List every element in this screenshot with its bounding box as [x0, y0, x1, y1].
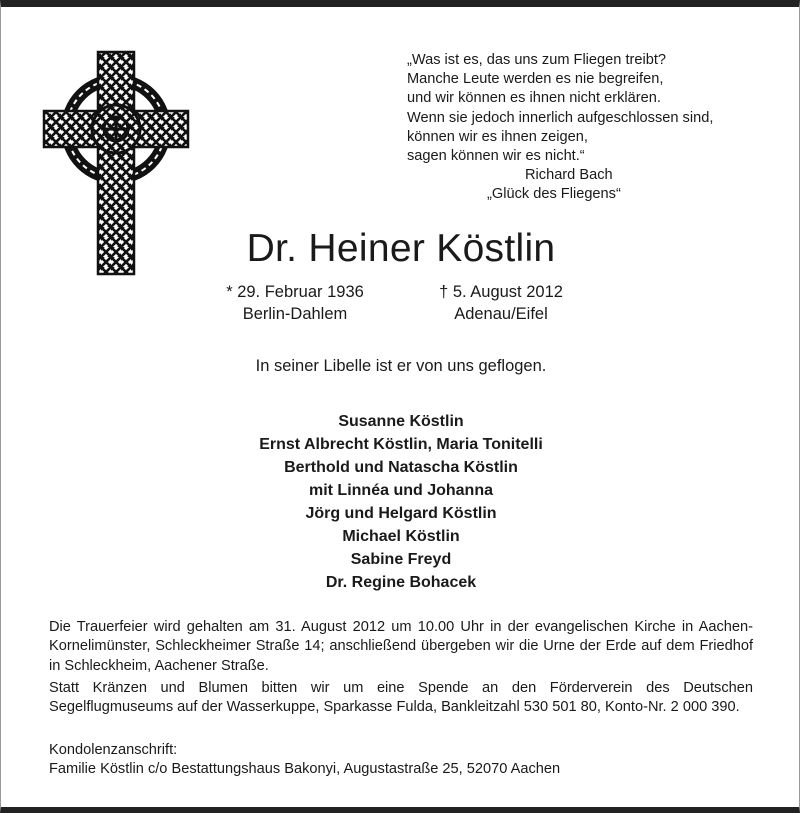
condolence-label: Kondolenzanschrift: [49, 742, 178, 758]
mourner-name: Dr. Regine Bohacek [325, 574, 477, 591]
mourner-name: Berthold und Natascha Köstlin [284, 459, 518, 476]
donation-request: Statt Kränzen und Blumen bitten wir um eine Spende an den Förderverein des Deutschen Segelflugmuseums auf der Wasserkuppe, Sparkasse Fulda, Bankleitzahl 530 501 80, Konto-Nr. 2 000 390. [49, 680, 753, 716]
mourner-name: Sabine Freyd [350, 551, 452, 568]
quote-line: Wenn sie jedoch innerlich aufgeschlossen sind, [407, 109, 714, 126]
quote-line: Manche Leute werden es nie begreifen, [407, 71, 664, 88]
birth-place: Berlin-Dahlem [242, 305, 348, 323]
condolence-address [49, 741, 753, 780]
mourners-list [1, 410, 800, 594]
quote-line: und wir können es ihnen nicht erklären. [407, 90, 661, 107]
death-date: † 5. August 2012 [439, 283, 563, 301]
quote-line: sagen können wir es nicht.“ [407, 148, 585, 165]
quote-source: „Glück des Fliegens“ [487, 186, 621, 203]
memorial-line: In seiner Libelle ist er von uns geflogen. [255, 357, 547, 375]
mourner-name: Susanne Köstlin [338, 413, 464, 430]
mourner-name: mit Linnéa und Johanna [308, 482, 493, 499]
birth-date: * 29. Februar 1936 [226, 283, 364, 301]
quote-line: können wir es ihnen zeigen, [407, 128, 588, 145]
mourner-name: Michael Köstlin [342, 528, 460, 545]
mourner-name: Ernst Albrecht Köstlin, Maria Tonitelli [259, 436, 543, 453]
quote-block [407, 51, 777, 205]
death-info [391, 281, 611, 325]
quote-author: Richard Bach [525, 167, 613, 184]
quote-line: „Was ist es, das uns zum Fliegen treibt? [407, 52, 667, 68]
condolence-address-text: Familie Köstlin c/o Bestattungshaus Bakonyi, Augustastraße 25, 52070 Aachen [49, 761, 561, 778]
birth-info [185, 281, 405, 325]
funeral-details: Die Trauerfeier wird gehalten am 31. August 2012 um 10.00 Uhr in der evangelischen Kirche in Aachen-Kornelimünster, Schleckheimer Straße 14; anschließend übergeben wir die Urne der Erde auf dem Friedhof in Schleckheim, Aachener Straße. [49, 619, 753, 674]
mourner-name: Jörg und Helgard Köstlin [305, 505, 497, 522]
death-place: Adenau/Eifel [454, 305, 548, 323]
deceased-name: Dr. Heiner Köstlin [246, 227, 556, 270]
